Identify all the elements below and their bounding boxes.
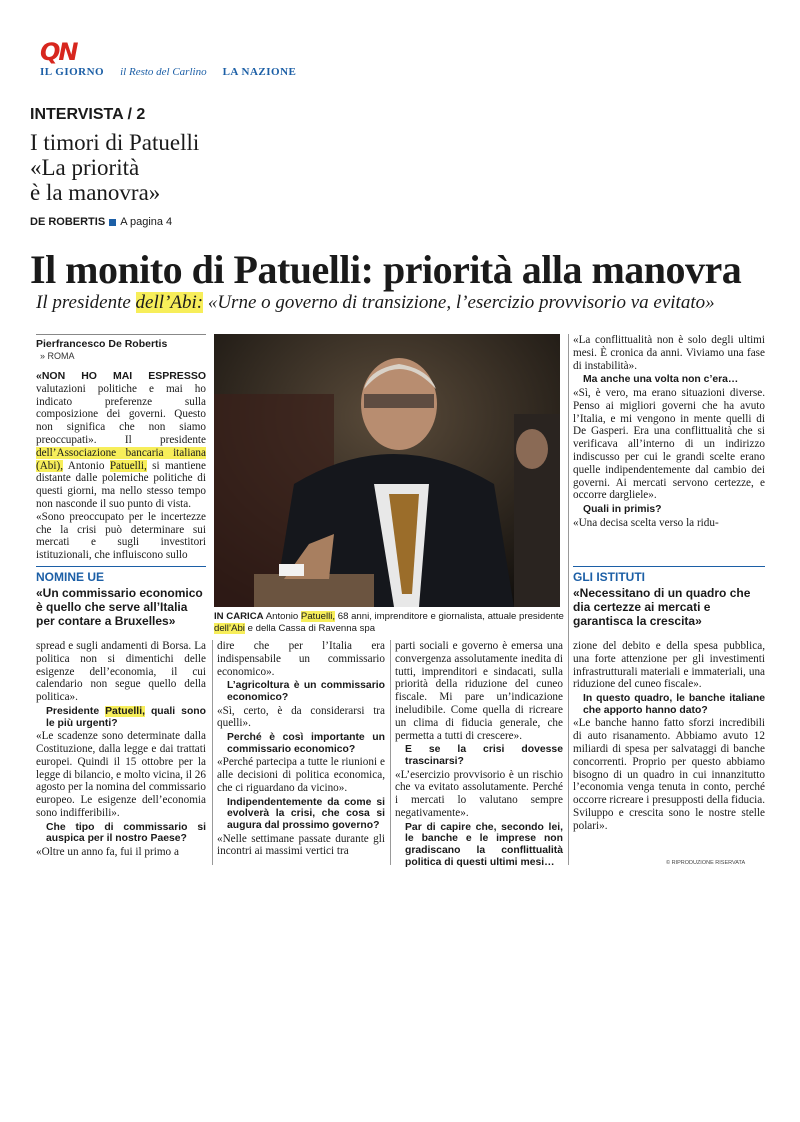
portrait-illustration [214, 334, 560, 607]
box-right-label: GLI ISTITUTI [573, 570, 645, 584]
highlight: dell’Associazione bancaria italiana (Abi), [36, 446, 206, 472]
teaser-author: DE ROBERTIS [30, 216, 106, 228]
highlight: Patuelli, [105, 705, 145, 717]
paragraph: «Sì, certo, è da considerarsi tra quelli». [217, 704, 385, 730]
subhead-part: «Urne o governo di transizione, l’esercizio provvisorio va evitato» [203, 292, 715, 313]
text: e della Cassa di Ravenna spa [244, 622, 376, 634]
paper-resto-del-carlino: il Resto del Carlino [120, 66, 207, 78]
column-divider [212, 640, 213, 865]
article-city: » ROMA [40, 351, 75, 361]
article-headline: Il monito di Patuelli: priorità alla manovra [30, 247, 742, 292]
teaser-byline [30, 216, 172, 228]
teaser-title-line: «La priorità [30, 155, 140, 180]
paper-il-giorno: IL GIORNO [40, 66, 105, 78]
column-1 [36, 370, 206, 562]
box-rule [36, 566, 206, 567]
paragraph: «Oltre un anno fa, fui il primo a [36, 845, 179, 858]
copyright-note: © RIPRODUZIONE RISERVATA [666, 860, 746, 866]
paragraph: «Perché partecipa a tutte le riunioni e alle decisioni di politica economica, che ci riguardano da vicino». [217, 756, 385, 794]
question [46, 706, 206, 729]
teaser-kicker: INTERVISTA / 2 [30, 106, 146, 123]
paragraph: «Sì, è vero, ma erano situazioni diverse. Penso ai migliori governi che ha avuto l’Italia, e mi vengono in mente quelli di De Gasperi. Era una conflittualità che si verificava all’interno di un indirizzo indiscusso per cui le grandi scelte erano quelle indipendentemente dal cambio dei governi. Ai mercati servono certezze, e occorre dargliele». [573, 386, 765, 502]
question: Indipendentemente da come si evolverà la crisi, che cosa si augura dal prossimo governo? [227, 796, 385, 831]
city-label: ROMA [47, 351, 75, 361]
teaser-title-line: I timori di Patuelli [30, 130, 200, 155]
paragraph: «Le scadenze sono determinate dalla Costituzione, dalla legge e dai trattati europei. Quindi il 15 ottobre per la legge di bilancio, e molto vicina, il 26 agosto per la nomina del commissario europeo. Le esigenze dell’economia sono indifferibili». [36, 730, 206, 819]
column-divider [568, 334, 569, 865]
qn-logo: QN [40, 38, 77, 66]
column-4b [573, 640, 765, 833]
column-divider [390, 640, 391, 865]
photo-antonio-patuelli [214, 334, 560, 607]
teaser-title [30, 130, 290, 205]
paper-la-nazione: LA NAZIONE [222, 66, 297, 78]
masthead-papers [40, 66, 296, 78]
text: quali sono le più urgenti? [46, 705, 206, 729]
paragraph: «Una decisa scelta verso la ridu- [573, 516, 719, 529]
highlight: dell’Abi [214, 622, 245, 634]
box-left-label: NOMINE UE [36, 570, 105, 584]
question: Quali in primis? [583, 504, 662, 516]
caption-label: IN CARICA [214, 611, 264, 622]
question: E se la crisi dovesse trascinarsi? [405, 744, 563, 767]
paragraph: zione del debito e della spesa pubblica, una forte attenzione per gli investimenti infrastrutturali materiali e immateriali, una riduzione del cuneo fiscale». [573, 640, 765, 691]
article-byline: Pierfrancesco De Robertis [36, 338, 168, 350]
paragraph: «Sono preoccupato per le incertezze che la crisi può determinare sui mercati e sugli investitori istituzionali, che influiscono sullo [36, 510, 206, 562]
paragraph: parti sociali e governo è emersa una convergenza assolutamente inedita di tutti, imprenditori e sindacati, sulla priorità della riduzione del cuneo fiscale. Mi pare un’indicazione ineludibile. Come quella di ricreare un clima di fiducia generale, che permetta a tutti di crescere». [395, 640, 563, 742]
highlight: Patuelli, [109, 459, 147, 472]
paragraph: spread e sugli andamenti di Borsa. La politica non si dimentichi delle esigenze dell’economia, il cui calendario non segue quello della politica». [36, 640, 206, 704]
text: 68 anni, imprenditore e giornalista, attuale presidente [335, 611, 564, 622]
column-2 [217, 640, 385, 858]
lead-caps: «NON HO MAI ESPRESSO [36, 370, 206, 382]
photo-caption [214, 611, 564, 634]
column-1b [36, 640, 206, 859]
article-subhead [36, 292, 796, 314]
paragraph [36, 370, 206, 511]
box-left-quote: «Un commissario economico è quello che serve all’Italia per contare a Bruxelles» [36, 586, 203, 628]
question: L’agricoltura è un commissario economico? [227, 680, 385, 703]
teaser-title-line: è la manovra» [30, 180, 161, 205]
subhead-highlight: dell’Abi: [135, 292, 204, 313]
teaser-page-ref: A pagina 4 [120, 216, 173, 228]
text: valutazioni politiche e mai ho indicato preferenze sulla composizione dei governi. Questo non significa che non siamo preoccupati». Il presidente [36, 382, 206, 446]
question: Perché è così importante un commissario economico? [227, 732, 385, 755]
column-3 [395, 640, 563, 869]
question: Che tipo di commissario si auspica per il nostro Paese? [46, 821, 206, 845]
text: Antonio [63, 459, 110, 472]
paragraph: «Nelle settimane passate durante gli incontri ai massimi vertici tra [217, 832, 385, 858]
byline-rule [36, 334, 206, 335]
text: Antonio [263, 611, 301, 622]
box-right-quote: «Necessitano di un quadro che dia certezze ai mercati e garantisca la crescita» [573, 586, 751, 628]
paragraph: «L’esercizio provvisorio è un rischio che va evitato assolutamente. Perché i mercati lo valutano sempre negativamente». [395, 768, 563, 819]
text: si mantiene distante dalle polemiche politiche di questi giorni, ma nello stesso tempo non nasconde il suo punto di vista. [36, 459, 206, 510]
paragraph: «Le banche hanno fatto sforzi incredibili di auto risanamento. Abbiamo avuto 12 miliardi di spesa per salvataggi di banche concorrenti. Proprio per questo abbiamo bisogno di un quadro in cui innanzitutto l’economia venga tenuta in conto, perché occorre ricreare i presupposti della fiducia. Sviluppo e crescita sono le nostre stelle polari». [573, 717, 765, 832]
box-rule [573, 566, 765, 567]
text: Presidente [46, 705, 106, 717]
question: Par di capire che, secondo lei, le banche e le imprese non gradiscano la conflittualità politica di questi ultimi mesi… [405, 821, 563, 868]
paragraph: «La conflittualità non è solo degli ultimi mesi. È cronica da anni. Viviamo una fase di instabilità». [573, 334, 765, 372]
subhead-part: Il presidente [36, 292, 136, 313]
square-bullet-icon [109, 219, 116, 226]
paragraph: dire che per l’Italia era indispensabile un commissario economico». [217, 640, 385, 678]
column-4 [573, 334, 765, 530]
question: Ma anche una volta non c’era… [583, 374, 739, 386]
question: In questo quadro, le banche italiane che apporto hanno dato? [583, 693, 765, 716]
highlight: Patuelli, [300, 611, 336, 622]
